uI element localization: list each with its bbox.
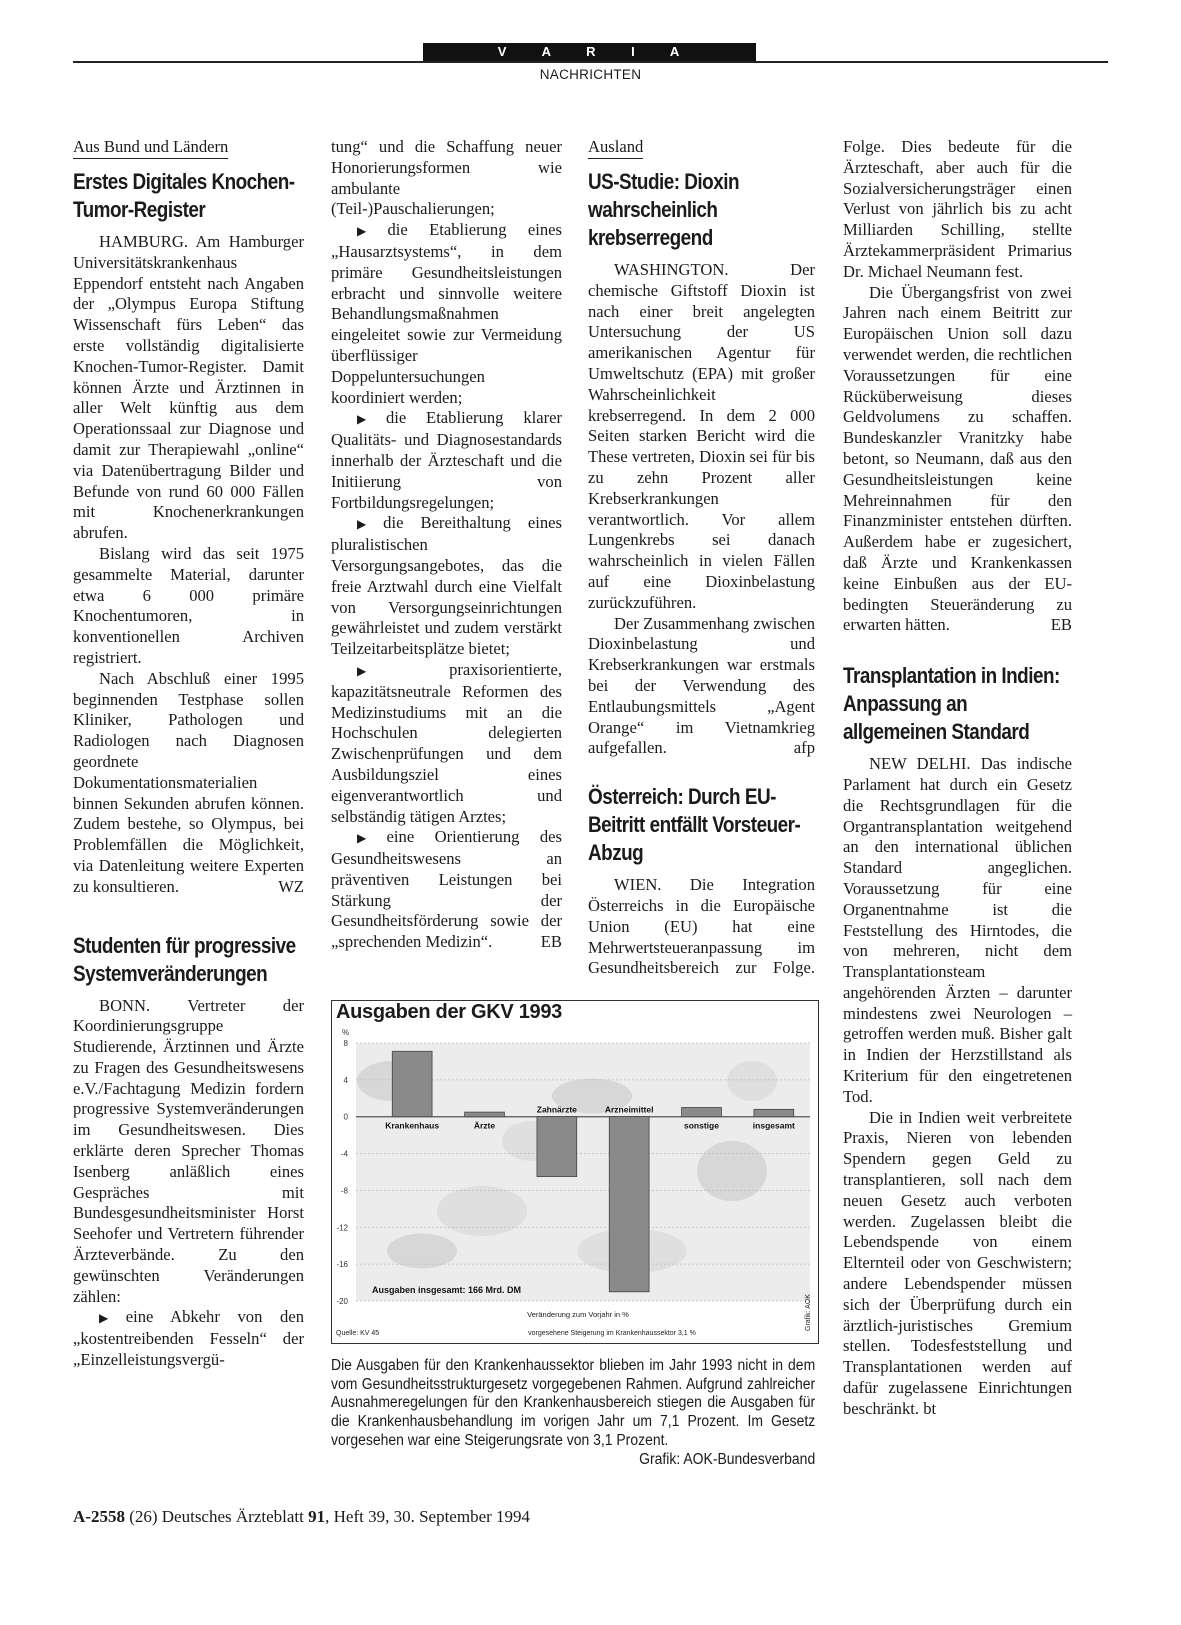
- article-paragraph: Die Übergangsfrist von zwei Jahren nach einem Beitritt zur Europäischen Union soll dazu verwendet werden, die rechtlichen Voraussetzungen für eine Rücküberweisung dieses Geldvolumens zu schaffen. Bundeskanzler Vranitzky habe betont, so Neumann, daß aus den Gesundheitsleistungen keine Mehreinnahmen für den Finanzminister entstehen dürften. Außerdem habe er zugesichert, daß Ärzte und Krankenkassen keine Einbußen aus der EU-bedingten Steueränderung zu erwarten hätten. EB: [843, 282, 1072, 635]
- y-tick-label: -20: [336, 1297, 348, 1306]
- article-paragraph: NEW DELHI. Das indische Parlament hat durch ein Gesetz die Rechtsgrundlagen für die Organtransplantation weitgehend an den international üblichen Standard angeglichen. Voraussetzung für eine Organentnahme ist die Feststellung des Hirntodes, die von mehreren, nicht dem Transplantationsteam angehörenden Ärzten – darunter mindestens zwei Neurologen – getroffen werden muß. Bisher galt in Indien der Herzstillstand als Kriterium für den eingetretenen Tod.: [843, 754, 1072, 1106]
- headline-indien: Transplantation in Indien: Anpassung an allgemeinen Standard: [843, 663, 1060, 745]
- bullet-item: ▶ die Etablierung klarer Qualitäts- und Diagnosestandards innerhalb der Ärzteschaft und die Initiierung von Fortbildungsregelungen;: [331, 408, 562, 513]
- column-4: [843, 137, 1072, 1420]
- caption-credit: Grafik: AOK-Bundesverband: [639, 1450, 816, 1468]
- article-paragraph: Nach Abschluß einer 1995 beginnenden Testphase sollen Kliniker, Pathologen und Radiologen nach Diagnosen geordnete Dokumentationsmaterialien binnen Sekunden abrufen können. Zudem bestehe, so Olympus, bei Problemfällen die Möglichkeit, via Datenleitung weitere Experten zu konsultieren. WZ: [73, 668, 304, 896]
- bar: [537, 1117, 577, 1177]
- x-axis-label: Veränderung zum Vorjahr in %: [527, 1310, 629, 1319]
- chart-figure: [331, 1000, 819, 1344]
- volume-number: 91: [308, 1507, 326, 1526]
- bar: [682, 1108, 722, 1117]
- bullet-item: ▶ eine Orientierung des Gesundheitswesens an präventiven Leistungen bei Stärkung der Gesundheitsförderung sowie der „sprechenden Medizin“. EB: [331, 827, 562, 953]
- figure-caption: Die Ausgaben für den Krankenhaussektor blieben im Jahr 1993 nicht in dem vom Gesundheitsstrukturgesetz vorgegebenen Rahmen. Aufgrund zahlreicher Ausnahmeregelungen für den Krankenhausbereich stiegen die Ausgaben für die Krankenhausbehandlung im vorigen Jahr um 7,1 Prozent. Im Gesetz vorgesehen war eine Steigerungsrate von 3,1 Prozent. Grafik: AOK-Bundesverband: [331, 1357, 816, 1468]
- category-label: insgesamt: [752, 1120, 795, 1131]
- issue-date: , Heft 39, 30. September 1994: [325, 1507, 531, 1526]
- category-label: sonstige: [684, 1120, 719, 1131]
- bar: [392, 1051, 432, 1116]
- source-note: Quelle: KV 45: [336, 1330, 380, 1337]
- y-tick-label: -16: [336, 1260, 348, 1270]
- signature: EB: [1050, 615, 1072, 635]
- headline-studenten: Studenten für progressive Systemveränderungen: [73, 932, 296, 986]
- page-number: A-2558: [73, 1507, 125, 1526]
- y-tick-label: -12: [336, 1223, 348, 1233]
- background-banknote: [437, 1186, 527, 1236]
- article-continuation: Folge. Dies bedeute für die Ärzteschaft, aber auch für die Sozialversicherungsträger einen Verlust von jährlich bis zu acht Milliarden Schilling, stellte Ärztekammerpräsident Primarius Dr. Michael Neumann fest.: [843, 137, 1072, 281]
- y-tick-label: 4: [343, 1075, 348, 1085]
- y-tick-label: -4: [340, 1149, 348, 1159]
- article-paragraph: WASHINGTON. Der chemische Giftstoff Dioxin ist nach einer breit angelegten Untersuchung der US amerikanischen Agentur für Umweltschutz (EPA) mit großer Wahrscheinlichkeit krebserregend. In dem 2 000 Seiten starken Bericht wird die These vertreten, Dioxin sei für bis zu zehn Prozent aller Krebserkrankungen verantwortlich. Vor allem Lungenkrebs sei danach wahrscheinlich in vielen Fällen auf eine Dioxinbelastung zurückzuführen.: [588, 260, 815, 612]
- article-paragraph: HAMBURG. Am Hamburger Universitätskrankenhaus Eppendorf entsteht nach Angaben der „Olympus Europa Stiftung Wissenschaft fürs Leben“ das erste vollständig digitalisierte Knochen-Tumor-Register. Damit können Ärzte und Ärztinnen in aller Welt künftig aus dem Operationssaal zur Diagnose und damit zur Therapiewahl „online“ via Datenübertragung Bilder und Befunde von rund 60 000 Fällen mit Knochenerkrankungen abrufen.: [73, 232, 304, 543]
- journal-name: (26) Deutsches Ärzteblatt: [129, 1507, 304, 1526]
- signature: afp: [793, 738, 815, 758]
- background-banknote: [697, 1141, 767, 1201]
- column-1: [73, 137, 304, 1371]
- headline-oesterreich: Österreich: Durch EU-Beitritt entfällt Vorsteuer-Abzug: [588, 784, 801, 866]
- signature: WZ: [278, 876, 304, 896]
- y-tick-label: 8: [343, 1039, 348, 1048]
- article-paragraph: Bislang wird das seit 1975 gesammelte Material, darunter etwa 6 000 primäre Knochentumoren, in konventionellen Archiven registriert.: [73, 543, 304, 667]
- bar-chart: [332, 1001, 818, 1343]
- section-band: [423, 43, 756, 61]
- signature: EB: [540, 932, 562, 952]
- article-paragraph: BONN. Vertreter der Koordinierungsgruppe Studierende, Ärztinnen und Ärzte zu Fragen des Gesundheitswesens e.V./Fachtagung Medizin fordern progressive Systemveränderungen im Gesundheitswesen. Dies erklärte deren Sprecher Thomas Isenberg anläßlich eines Gespräches mit Bundesgesundheitsminister Horst Seehofer und Vertretern führender Ärzteverbände. Zu den gewünschten Veränderungen zählen:: [73, 995, 304, 1306]
- bullet-item: ▶ die Etablierung eines „Hausarztsystems“, in dem primäre Gesundheitsleistungen erbracht und sinnvolle weitere Behandlungsmaßnahmen eingeleitet sowie zur Vermeidung überflüssiger Doppeluntersuchungen koordiniert werden;: [331, 220, 562, 408]
- kicker-bund-laender: Aus Bund und Ländern: [73, 137, 228, 159]
- chart-title: Ausgaben der GKV 1993: [336, 1001, 563, 1023]
- section-title: V A R I A: [497, 44, 696, 59]
- bar: [754, 1109, 794, 1116]
- total-note: Ausgaben insgesamt: 166 Mrd. DM: [372, 1285, 522, 1295]
- article-paragraph: WIEN. Die Integration Österreichs in die Europäische Union (EU) hat eine Mehrwertsteueranpassung im Gesundheitsbereich zur Folge.: [588, 875, 815, 978]
- column-3: [588, 137, 815, 979]
- category-label: Arzneimittel: [604, 1104, 654, 1115]
- article-paragraph: Der Zusammenhang zwischen Dioxinbelastung und Krebserkrankungen war erstmals bei der Verwendung des Entlaubungsmittels „Agent Orange“ im Vietnamkrieg aufgefallen. afp: [588, 613, 815, 758]
- category-label: Zahnärzte: [536, 1104, 577, 1115]
- y-tick-label: -8: [340, 1186, 348, 1196]
- page-footer: [73, 1507, 530, 1527]
- background-banknote: [387, 1234, 457, 1269]
- y-axis-unit: %: [342, 1028, 350, 1037]
- bullet-item: ▶ praxisorientierte, kapazitätsneutrale Reformen des Medizinstudiums mit an die Hochschulen delegierten Zwischenprüfungen und dem Ausbildungsziel eines eigenverantwortlich und selbständig tätigen Arztes;: [331, 660, 562, 827]
- bar: [609, 1117, 649, 1292]
- header-rule: [73, 61, 1108, 63]
- category-label: Krankenhaus: [385, 1120, 440, 1131]
- column-2: [331, 137, 562, 953]
- headline-knochen-register: Erstes Digitales Knochen-Tumor-Register: [73, 169, 295, 222]
- y-tick-label: 0: [343, 1112, 348, 1122]
- bullet-item: ▶ eine Abkehr von den „kostentreibenden Fesseln“ der „Einzelleistungsvergü-: [73, 1307, 304, 1370]
- category-label: Ärzte: [473, 1120, 496, 1131]
- bar: [465, 1112, 505, 1117]
- article-continuation: tung“ und die Schaffung neuer Honorierungsformen wie ambulante (Teil-)Pauschalierungen;: [331, 137, 562, 219]
- article-paragraph: Die in Indien weit verbreitete Praxis, Nieren von lebenden Spendern gegen Geld zu transplantieren, soll nach dem neuen Gesetz auch verboten werden. Zugelassen bleibt die Lebendspende von einem Elternteil oder von Geschwistern; andere Lebendspender müssen sich der Überprüfung durch ein ärztlich-juristisches Gremium stellen. Todesfeststellung und Transplantationen werden auf dafür zugelassene Einrichtungen beschränkt. bt: [843, 1107, 1072, 1418]
- chart-credit: Grafik: AOK: [805, 1294, 812, 1331]
- headline-dioxin: US-Studie: Dioxin wahrscheinlich krebserregend: [588, 169, 739, 250]
- subsection-title: NACHRICHTEN: [539, 67, 642, 82]
- bullet-item: ▶ die Bereithaltung eines pluralistischen Versorgungsangebotes, das die freie Arztwahl durch eine Vielfalt von Versorgungseinrichtungen gewährleistet und zudem verstärkt Teilzeitarbeitsplätze bietet;: [331, 513, 562, 660]
- planned-note: vorgesehene Steigerung im Krankenhaussektor 3,1 %: [528, 1330, 696, 1337]
- signature: bt: [923, 1398, 937, 1418]
- kicker-ausland: Ausland: [588, 137, 643, 159]
- background-banknote: [727, 1061, 777, 1101]
